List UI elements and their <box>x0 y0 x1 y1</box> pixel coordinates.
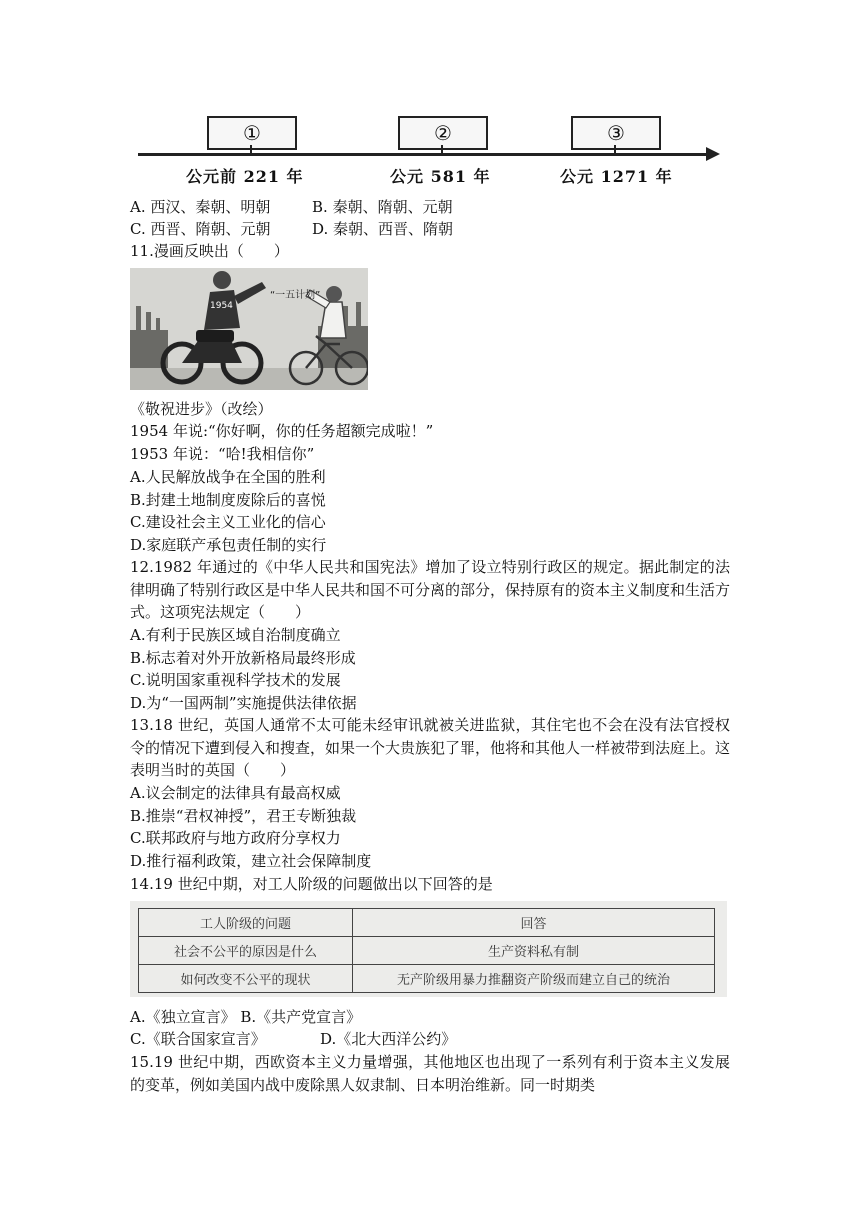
timeline-label-2: 公元 581 年 <box>390 167 491 186</box>
timeline-label-1: 公元前 221 年 <box>186 167 304 186</box>
q10-option-c[interactable]: C. 西晋、隋朝、元朝 <box>130 220 271 238</box>
q14-option-c[interactable]: C.《联合国家宣言》 <box>130 1030 266 1048</box>
q11-stem: 11.漫画反映出（ ） <box>130 242 289 260</box>
table-header-row <box>139 909 715 937</box>
timeline-figure <box>130 108 730 193</box>
q13-stem: 13.18 世纪，英国人通常不太可能未经审讯就被关进监狱，其住宅也不会在没有法官授权令的情况下遭到侵入和搜查，如果一个大贵族犯了罪，他将和其他人一样被带到法庭上。这表明当时的英国（ ） <box>130 716 731 780</box>
q11-option-c[interactable]: C.建设社会主义工业化的信心 <box>130 513 326 531</box>
cartoon-banner: “一五计划” <box>270 290 321 301</box>
q12-option-b[interactable]: B.标志着对外开放新格局最终形成 <box>130 649 356 667</box>
cartoon-image <box>130 268 368 390</box>
q13-option-a[interactable]: A.议会制定的法律具有最高权威 <box>130 784 341 802</box>
timeline-label-3: 公元 1271 年 <box>560 167 673 186</box>
q12-option-d[interactable]: D.为“一国两制”实施提供法律依据 <box>130 694 357 712</box>
q10-option-b[interactable]: B. 秦朝、隋朝、元朝 <box>312 198 453 216</box>
table-cell: 无产阶级用暴力推翻资产阶级而建立自己的统治 <box>353 965 715 993</box>
q14-option-d[interactable]: D.《北大西洋公约》 <box>320 1030 457 1048</box>
table-cell: 社会不公平的原因是什么 <box>139 937 353 965</box>
timeline-box-1: ① <box>207 116 297 150</box>
q11-option-d[interactable]: D.家庭联产承包责任制的实行 <box>130 536 327 554</box>
q10-option-a[interactable]: A. 西汉、秦朝、明朝 <box>130 198 271 216</box>
timeline-box-3: ③ <box>571 116 661 150</box>
table-cell: 生产资料私有制 <box>353 937 715 965</box>
q11-caption: 《敬祝进步》（改绘） <box>130 400 273 418</box>
table-cell: 如何改变不公平的现状 <box>139 965 353 993</box>
timeline-box-2: ② <box>398 116 488 150</box>
q13-option-c[interactable]: C.联邦政府与地方政府分享权力 <box>130 829 341 847</box>
q15-stem: 15.19 世纪中期，西欧资本主义力量增强，其他地区也出现了一系列有利于资本主义发展的变革，例如美国内战中废除黑人奴隶制、日本明治维新。同一时期类 <box>130 1053 730 1094</box>
table-header: 工人阶级的问题 <box>139 909 353 937</box>
q12-option-c[interactable]: C.说明国家重视科学技术的发展 <box>130 671 341 689</box>
q12-option-a[interactable]: A.有利于民族区域自治制度确立 <box>130 626 341 644</box>
timeline-tick <box>614 145 616 154</box>
q11-option-a[interactable]: A.人民解放战争在全国的胜利 <box>130 468 326 486</box>
q11-option-b[interactable]: B.封建土地制度废除后的喜悦 <box>130 491 326 509</box>
table-header: 回答 <box>353 909 715 937</box>
q14-table <box>138 908 715 993</box>
q11-quote-1954: 1954 年说:“你好啊，你的任务超额完成啦！” <box>130 422 434 440</box>
timeline-axis <box>138 153 710 156</box>
timeline-tick <box>441 145 443 154</box>
table-row <box>139 965 715 993</box>
q14-options-ab[interactable]: A.《独立宣言》 B.《共产党宣言》 <box>130 1008 362 1026</box>
arrow-right-icon <box>706 147 720 161</box>
q10-option-d[interactable]: D. 秦朝、西晋、隋朝 <box>312 220 454 238</box>
q13-option-b[interactable]: B.推崇“君权神授”，君王专断独裁 <box>130 807 357 825</box>
motorcycle-label: 1954 <box>210 301 233 311</box>
q13-option-d[interactable]: D.推行福利政策，建立社会保障制度 <box>130 852 372 870</box>
q11-quote-1953: 1953 年说：“哈!我相信你” <box>130 445 315 463</box>
q12-stem: 12.1982 年通过的《中华人民共和国宪法》增加了设立特别行政区的规定。据此制定的法律明确了特别行政区是中华人民共和国不可分离的部分，保持原有的资本主义制度和生活方式。这项宪法规定（ ） <box>130 558 731 622</box>
q14-stem: 14.19 世纪中期，对工人阶级的问题做出以下回答的是 <box>130 875 493 893</box>
table-row <box>139 937 715 965</box>
timeline-tick <box>250 145 252 154</box>
q14-table-image <box>130 901 727 997</box>
